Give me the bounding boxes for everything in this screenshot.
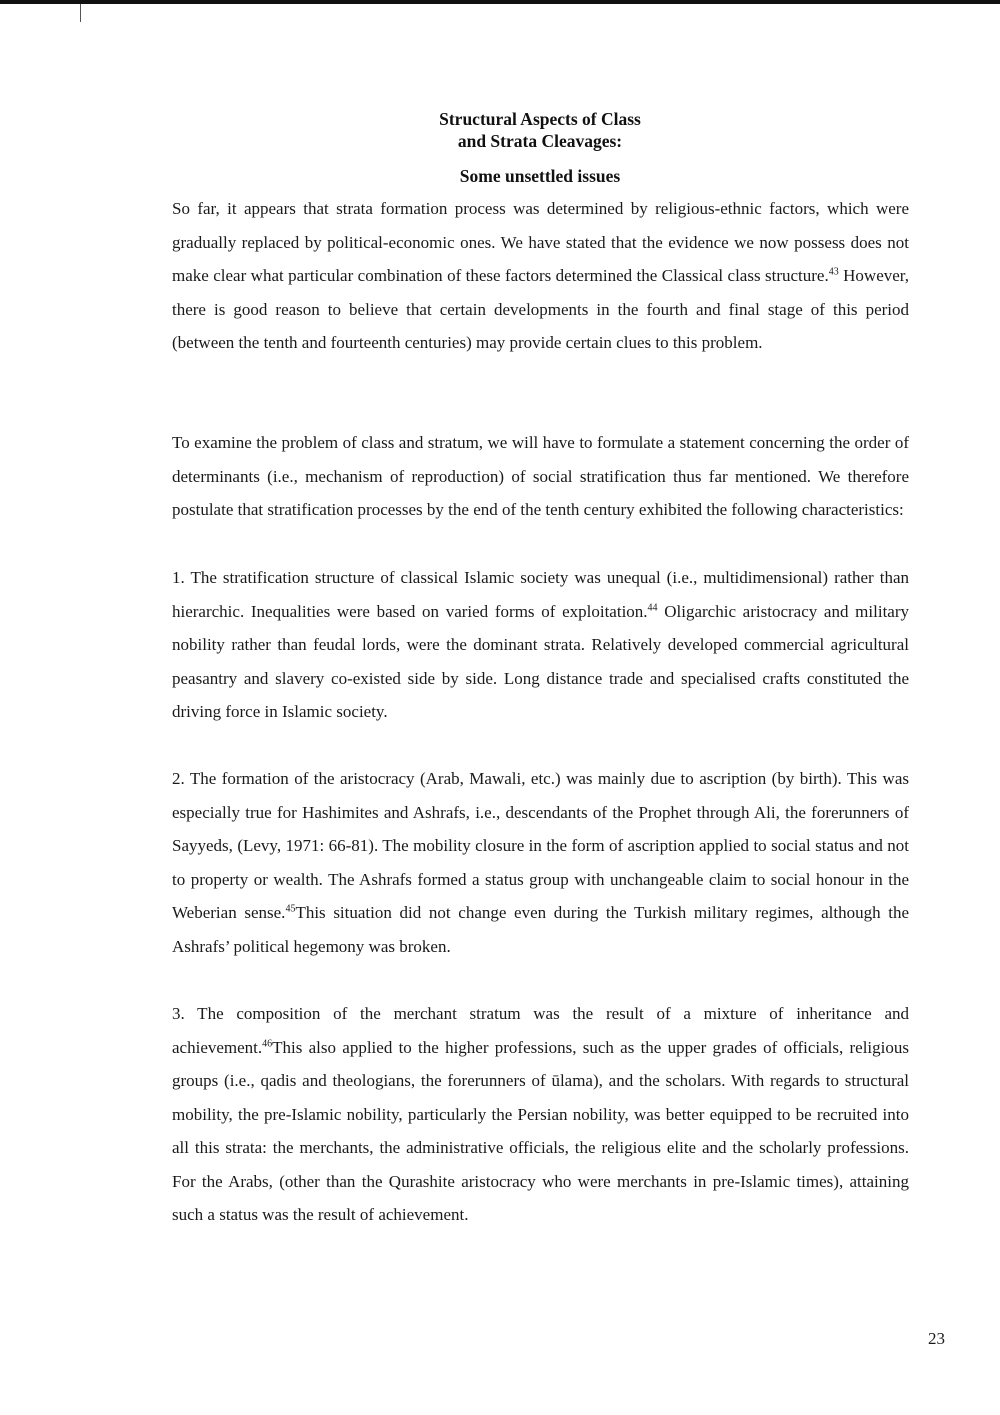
paragraph-text: 3. The composition of the merchant stratum was the result of a mixture of inheritance and achievement.	[172, 1004, 909, 1057]
footnote-ref-44: 44	[647, 601, 658, 613]
paragraph-text: Oligarchic aristocracy and military nobility rather than feudal lords, were the dominant strata. Relatively developed commercial agricultural peasantry and slavery co-existed side by side. Long distance trade and specialised crafts constituted the driving force in Islamic society.	[172, 601, 909, 721]
paragraph-text: To examine the problem of class and stratum, we will have to formulate a statement concerning the order of determinants (i.e., mechanism of reproduction) of social stratification thus far mentioned. We therefore postulate that stratification processes by the end of the tenth century exhibited the following characteristics:	[172, 433, 909, 519]
paragraph-text: 1. The stratification structure of classical Islamic society was unequal (i.e., multidimensional) rather than hierarchic. Inequalities were based on varied forms of exploitation.	[172, 568, 909, 621]
paragraph-intro	[172, 192, 909, 360]
page-number: 23	[928, 1329, 945, 1348]
scan-mark	[80, 4, 81, 22]
section-title-line-2: and Strata Cleavages:	[457, 131, 623, 151]
footnote-ref-43: 43	[828, 266, 839, 278]
paragraph-text: This also applied to the higher professions, such as the upper grades of officials, religious groups (i.e., qadis and theologians, the forerunners of ūlama), and the scholars. With regards to structural mobility, the pre-Islamic nobility, particularly the Persian nobility, was better equipped to be recruited into all this strata: the merchants, the administrative officials, the religious elite and the scholarly professions. For the Arabs, (other than the Qurashite aristocracy who were merchants in pre-Islamic times), attaining such a status was the result of achievement.	[172, 1037, 909, 1224]
paragraph-text: 2. The formation of the aristocracy (Arab, Mawali, etc.) was mainly due to ascription (by birth). This was especially true for Hashimites and Ashrafs, i.e., descendants of the Prophet through Ali, the forerunners of Sayyeds, (Levy, 1971: 66-81). The mobility closure in the form of ascription applied to social status and not to property or wealth. The Ashrafs formed a status group with unchangeable claim to social honour in the Weberian sense.	[172, 769, 909, 922]
section-title-line-1: Structural Aspects of Class	[439, 109, 641, 129]
paragraph-postulate	[172, 426, 909, 527]
footnote-ref-45: 45	[285, 903, 296, 915]
paragraph-point-3	[172, 997, 909, 1232]
paragraph-text: However, there is good reason to believe that certain developments in the fourth and final stage of this period (between the tenth and fourteenth centuries) may provide certain clues to this problem.	[172, 266, 910, 352]
top-scan-rule	[0, 0, 1000, 4]
paragraph-point-2	[172, 762, 909, 963]
footnote-ref-46: 46	[262, 1037, 273, 1049]
section-subtitle: Some unsettled issues	[459, 166, 621, 186]
paragraph-text: So far, it appears that strata formation process was determined by religious-ethnic factors, which were gradually replaced by political-economic ones. We have stated that the evidence we now possess does not make clear what particular combination of these factors determined the Classical class structure.	[172, 199, 909, 285]
paragraph-point-1	[172, 561, 909, 729]
paragraph-text: This situation did not change even during the Turkish military regimes, although the Ashrafs’ political hegemony was broken.	[172, 903, 909, 956]
